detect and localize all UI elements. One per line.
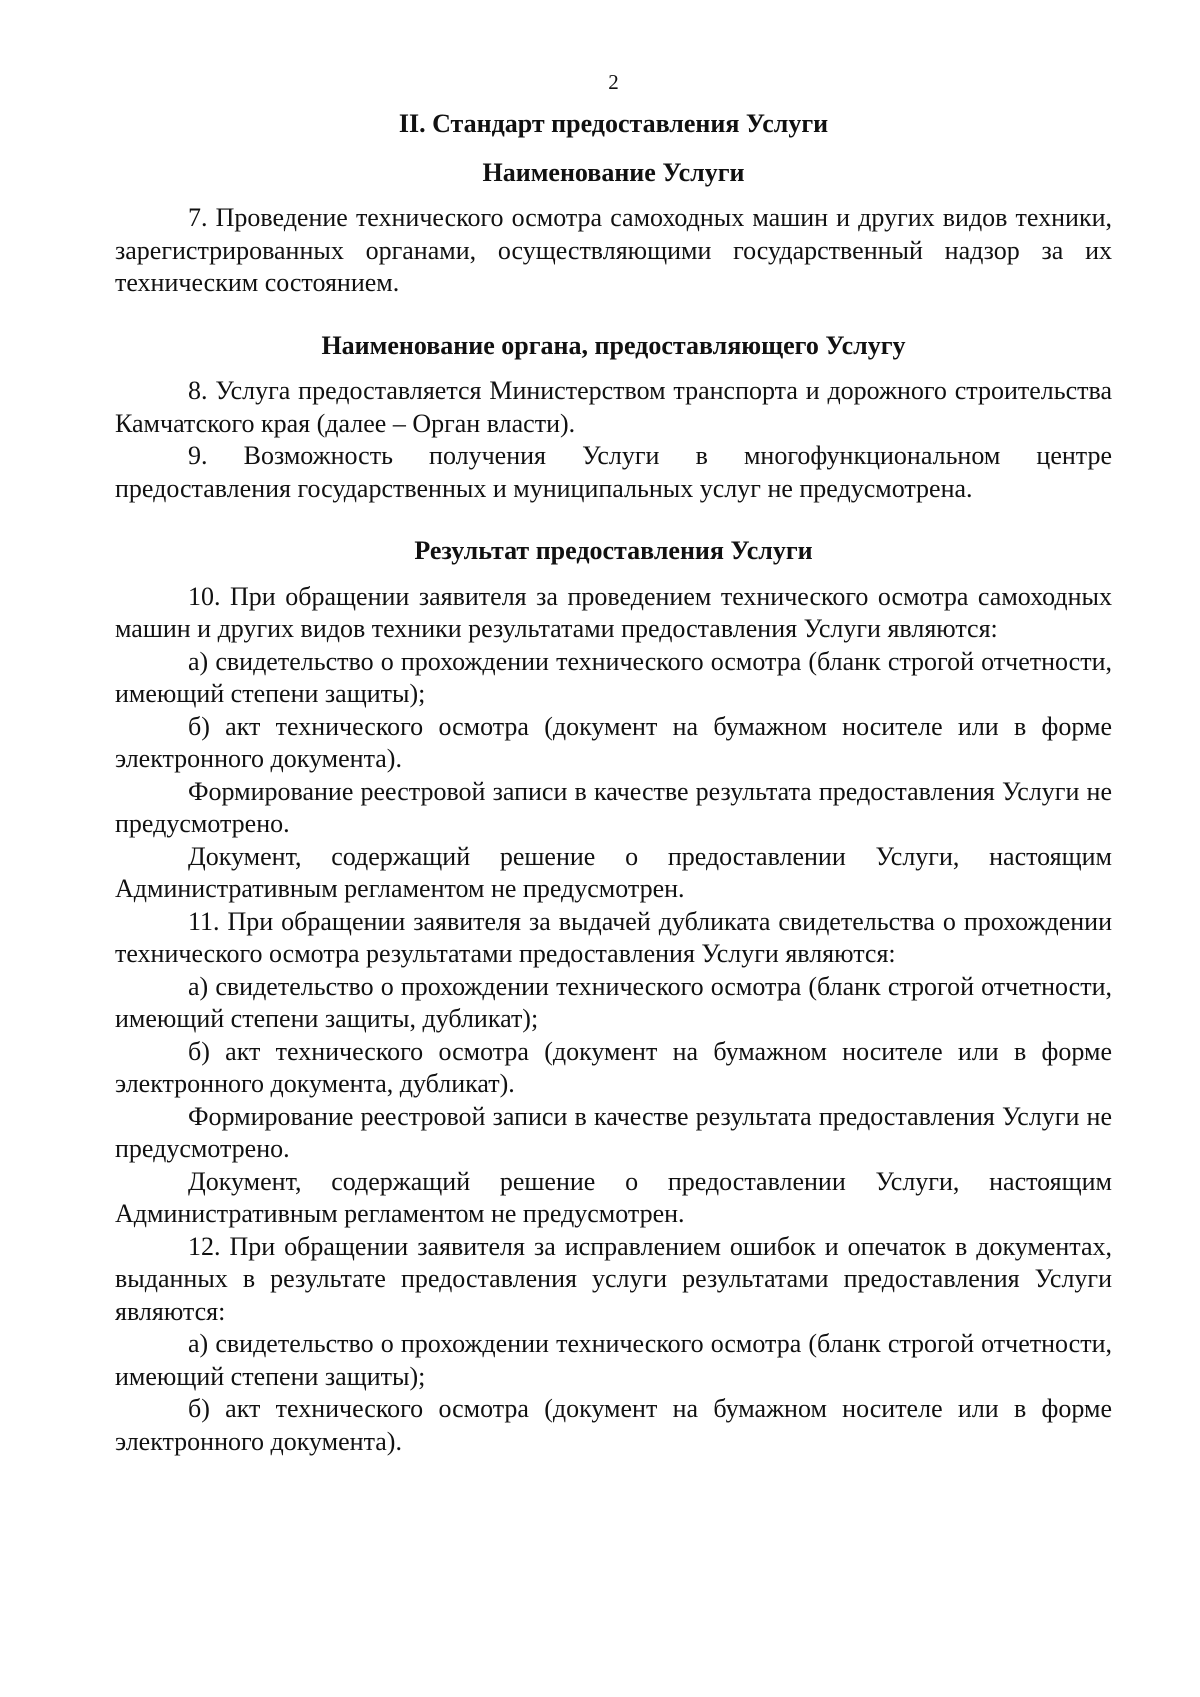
page-number: 2 xyxy=(608,70,619,94)
paragraph: 12. При обращении заявителя за исправлением ошибок и опечаток в документах, выданных в результате предоставления услуги результатами предоставления Услуги являются: xyxy=(115,1231,1112,1326)
paragraph: 7. Проведение технического осмотра самоходных машин и других видов техники, зарегистрированных органами, осуществляющими государственный надзор за их техническим состоянием. xyxy=(115,203,1112,297)
section-heading-result: Результат предоставления Услуги xyxy=(414,536,813,565)
paragraph: 8. Услуга предоставляется Министерством транспорта и дорожного строительства Камчатского края (далее – Орган власти). xyxy=(115,376,1112,438)
section-authority xyxy=(115,375,1112,505)
paragraph: Документ, содержащий решение о предоставлении Услуги, настоящим Административным регламентом не предусмотрен. xyxy=(115,1166,1112,1228)
paragraph: б) акт технического осмотра (документ на бумажном носителе или в форме электронного документа). xyxy=(115,1394,1112,1456)
paragraph: а) свидетельство о прохождении технического осмотра (бланк строгой отчетности, имеющий степени защиты); xyxy=(115,646,1112,708)
paragraph: а) свидетельство о прохождении технического осмотра (бланк строгой отчетности, имеющий степени защиты); xyxy=(115,1329,1112,1391)
paragraph: 11. При обращении заявителя за выдачей дубликата свидетельства о прохождении технического осмотра результатами предоставления Услуги являются: xyxy=(115,906,1112,968)
chapter-heading: II. Стандарт предоставления Услуги xyxy=(398,109,829,138)
paragraph: Формирование реестровой записи в качестве результата предоставления Услуги не предусмотрено. xyxy=(115,776,1112,838)
paragraph: б) акт технического осмотра (документ на бумажном носителе или в форме электронного документа, дубликат). xyxy=(115,1036,1112,1098)
section-result xyxy=(115,581,1112,1459)
paragraph: 9. Возможность получения Услуги в многофункциональном центре предоставления государственных и муниципальных услуг не предусмотрена. xyxy=(115,441,1112,503)
paragraph: 10. При обращении заявителя за проведением технического осмотра самоходных машин и других видов техники результатами предоставления Услуги являются: xyxy=(115,581,1112,643)
paragraph: а) свидетельство о прохождении технического осмотра (бланк строгой отчетности, имеющий степени защиты, дубликат); xyxy=(115,971,1112,1033)
paragraph: Формирование реестровой записи в качестве результата предоставления Услуги не предусмотрено. xyxy=(115,1101,1112,1163)
paragraph: б) акт технического осмотра (документ на бумажном носителе или в форме электронного документа). xyxy=(115,711,1112,773)
section-heading-authority: Наименование органа, предоставляющего Услугу xyxy=(321,330,906,360)
section-heading-service-name: Наименование Услуги xyxy=(482,157,745,187)
section-service-name xyxy=(115,202,1112,300)
paragraph: Документ, содержащий решение о предоставлении Услуги, настоящим Административным регламентом не предусмотрен. xyxy=(115,841,1112,903)
